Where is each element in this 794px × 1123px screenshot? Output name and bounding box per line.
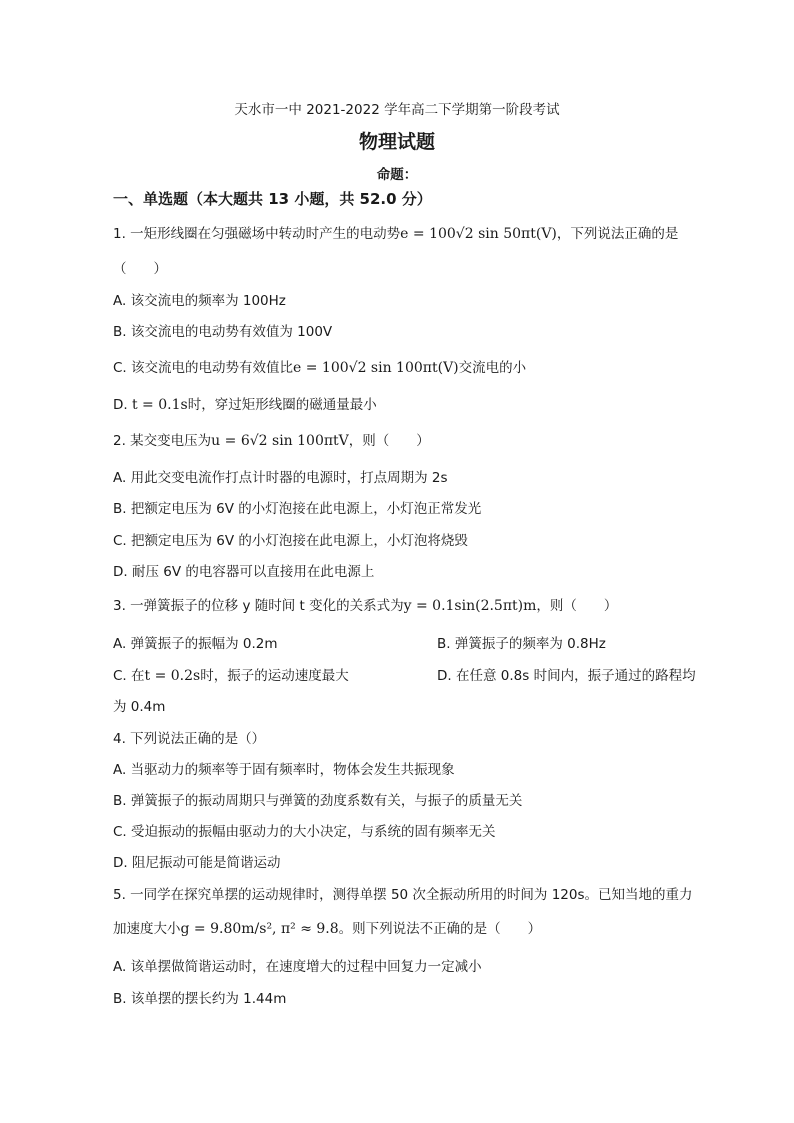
question-2-option-d: D. 耐压 6V 的电容器可以直接用在此电源上 xyxy=(113,564,375,580)
question-2-option-c: C. 把额定电压为 6V 的小灯泡接在此电源上，小灯泡将烧毁 xyxy=(113,533,468,549)
question-4-stem: 4. 下列说法正确的是（） xyxy=(113,731,266,747)
question-4-option-c: C. 受迫振动的振幅由驱动力的大小决定，与系统的固有频率无关 xyxy=(113,824,496,840)
question-3-option-b: B. 弹簧振子的频率为 0.8Hz xyxy=(437,636,606,652)
option-d-formula: t = 0.1s xyxy=(131,397,188,413)
option-c-text-tail: 时，振子的运动速度最大 xyxy=(200,668,349,684)
question-5-stem-line-1: 5. 一同学在探究单摆的运动规律时，测得单摆 50 次全振动所用的时间为 120s。已知当地的重力 xyxy=(113,887,693,903)
question-1-option-d xyxy=(113,396,377,414)
question-4-option-d: D. 阻尼振动可能是简谐运动 xyxy=(113,855,281,871)
question-5-text: 加速度大小 xyxy=(113,921,181,937)
option-c-text-tail: 交流电的小 xyxy=(458,360,527,376)
option-d-text: 时，穿过矩形线圈的磁通量最小 xyxy=(187,397,377,413)
question-3-option-c xyxy=(113,667,349,685)
question-1-stem xyxy=(113,225,678,243)
question-3-text: 3. 一弹簧振子的位移 y 随时间 t 变化的关系式为 xyxy=(113,598,404,614)
question-3-option-a: A. 弹簧振子的振幅为 0.2m xyxy=(113,636,278,652)
question-5-option-b: B. 该单摆的摆长约为 1.44m xyxy=(113,991,287,1007)
question-1-answer-paren: （ ） xyxy=(113,261,167,277)
question-3-option-d: D. 在任意 0.8s 时间内，振子通过的路程均 xyxy=(437,668,696,684)
option-c-formula: e = 100√2 sin 100πt(V) xyxy=(293,360,459,376)
option-d-label: D. xyxy=(113,397,132,413)
question-1-option-b: B. 该交流电的电动势有效值为 100V xyxy=(113,324,333,340)
question-2-stem xyxy=(113,432,430,450)
exam-header-line: 天水市一中 2021-2022 学年高二下学期第一阶段考试 xyxy=(234,102,560,118)
question-3-text-tail: ，则（ ） xyxy=(536,598,618,614)
question-2-text: 2. 某交变电压为 xyxy=(113,433,212,449)
option-c-text: C. 该交流电的电动势有效值比 xyxy=(113,360,294,376)
question-1-option-a: A. 该交流电的频率为 100Hz xyxy=(113,293,286,309)
question-5-stem-line-2 xyxy=(113,920,541,938)
question-4-option-b: B. 弹簧振子的振动周期只与弹簧的劲度系数有关，与振子的质量无关 xyxy=(113,793,523,809)
page-title: 物理试题 xyxy=(358,131,435,153)
question-1-text-tail: ，下列说法正确的是 xyxy=(556,226,679,242)
question-4-option-a: A. 当驱动力的频率等于固有频率时，物体会发生共振现象 xyxy=(113,762,455,778)
author-line: 命题： xyxy=(376,167,418,183)
question-3-option-d-continued: 为 0.4m xyxy=(113,699,166,715)
question-5-text-tail: 。则下列说法不正确的是（ ） xyxy=(338,921,542,937)
question-2-formula: u = 6√2 sin 100πtV xyxy=(211,433,349,449)
question-1-text: 1. 一矩形线圈在匀强磁场中转动时产生的电动势 xyxy=(113,226,401,242)
question-2-option-b: B. 把额定电压为 6V 的小灯泡接在此电源上，小灯泡正常发光 xyxy=(113,501,482,517)
question-5-option-a: A. 该单摆做简谐运动时，在速度增大的过程中回复力一定减小 xyxy=(113,959,482,975)
question-1-formula: e = 100√2 sin 50πt(V) xyxy=(400,226,557,242)
question-3-formula: y = 0.1sin(2.5πt)m xyxy=(403,598,537,614)
question-3-stem xyxy=(113,597,617,615)
question-2-text-tail: ，则（ ） xyxy=(348,433,430,449)
question-2-option-a: A. 用此交变电流作打点计时器的电源时，打点周期为 2s xyxy=(113,470,448,486)
question-1-option-c xyxy=(113,359,526,377)
section-heading: 一、单选题（本大题共 13 小题，共 52.0 分） xyxy=(113,190,432,208)
option-c-formula: t = 0.2s xyxy=(144,668,201,684)
option-c-text: C. 在 xyxy=(113,668,145,684)
question-5-formula: g = 9.80m/s², π² ≈ 9.8 xyxy=(180,921,339,937)
